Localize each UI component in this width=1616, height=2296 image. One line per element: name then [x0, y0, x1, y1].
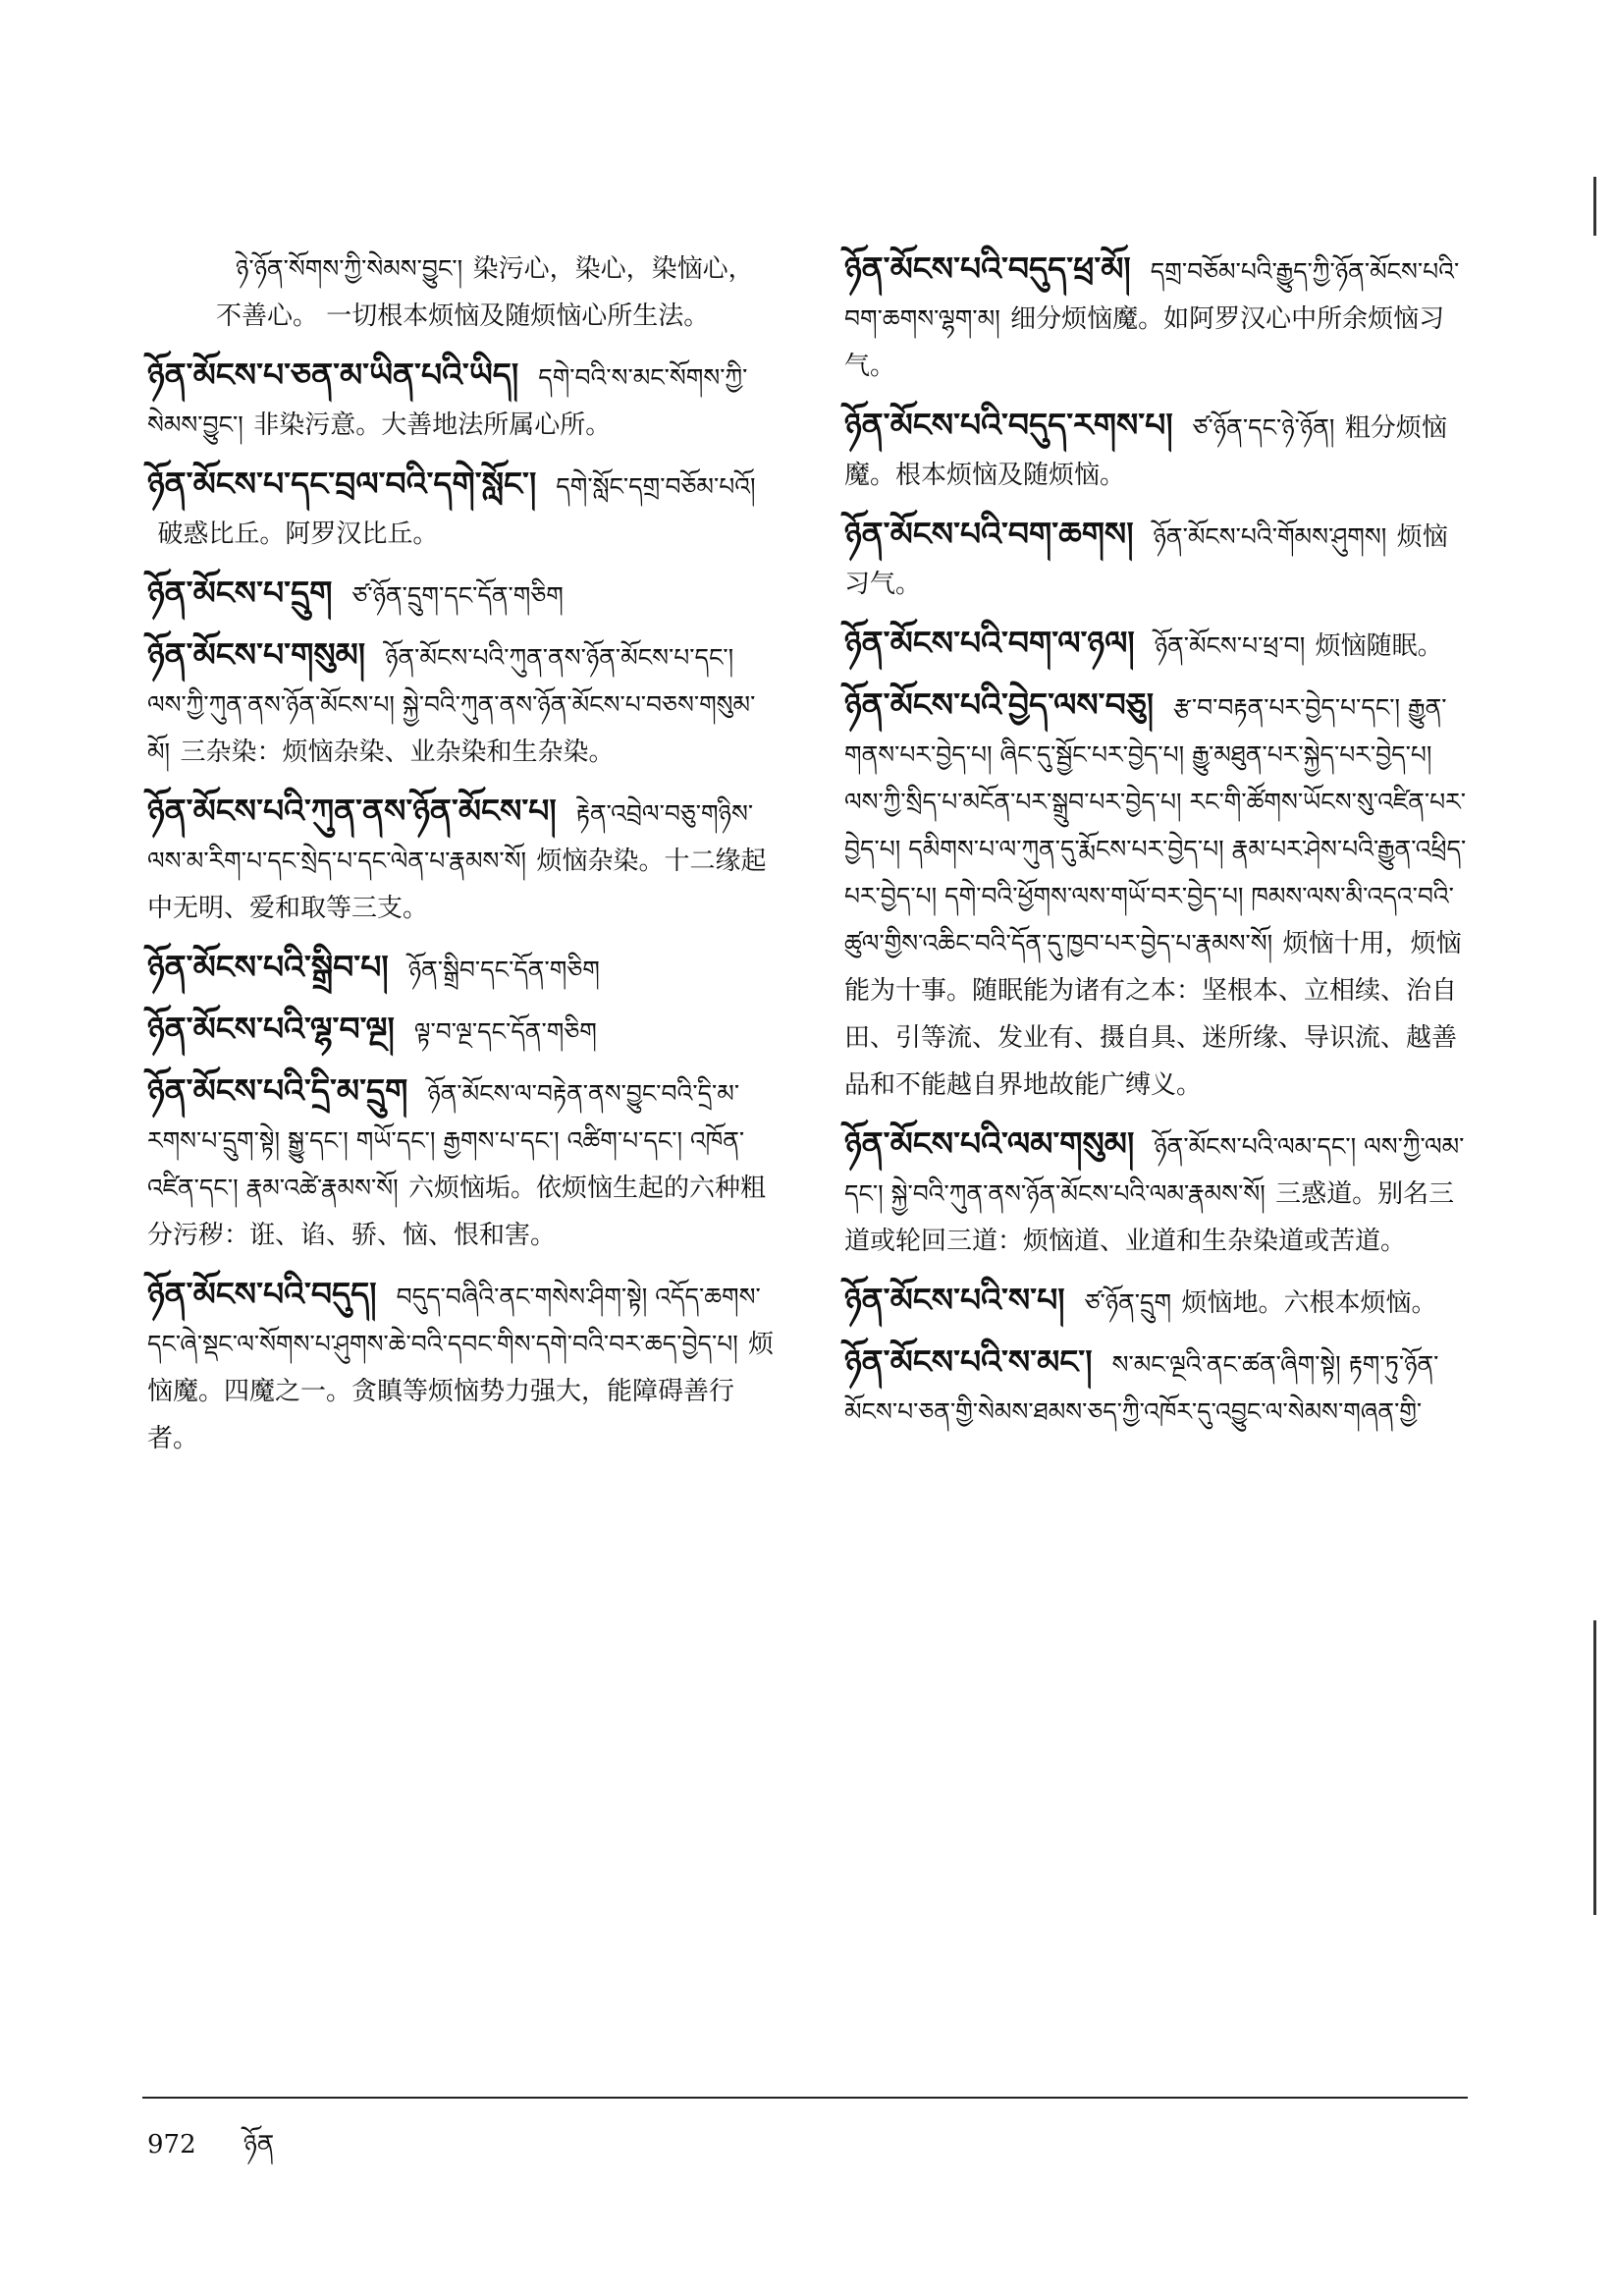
running-head: ཉོན	[242, 2130, 275, 2159]
dictionary-entry	[147, 631, 776, 776]
entry-tibetan-definition: ཉོན་མོངས་པའི་གོམས་ཤུགས།	[1153, 522, 1387, 551]
entry-tibetan-definition: ཙ་ཉོན་དང་ཉེ་ཉོན།	[1192, 413, 1335, 442]
entry-tibetan-definition: བདུད་བཞིའི་ནང་གསེས་ཤིག་སྟེ། འདོད་ཆགས་དང་ཞེ་སྡང་ལ་སོགས་པ་ཤུགས་ཆེ་བའི་དབང་གིས་དགེ་བའི་བར་ཆད་བྱེད་པ།	[147, 1283, 761, 1358]
entry-headword: ཉོན་མོངས་པའི་ས་མང་།	[844, 1342, 1093, 1381]
right-column	[844, 246, 1473, 1448]
dictionary-entry	[147, 461, 776, 558]
entry-chinese-gloss: 烦恼魔。四魔之一。贪瞋等烦恼势力强大，能障碍善行者。	[147, 1330, 775, 1453]
entry-headword: ཉོན་མོངས་པའི་བག་ལ་ཉལ།	[844, 624, 1135, 662]
entry-tibetan-definition: རྩ་བ་བརྟན་པར་བྱེད་པ་དང་། རྒྱུན་གནས་པར་བྱེད་པ། ཞིང་དུ་སྦྱོང་པར་བྱེད་པ། རྒྱུ་མཐུན་པར་སྐྱེད་པར་བྱེད་པ། ལས་ཀྱི་སྲིད་པ་མངོན་པར་སྒྲུབ་པར་བྱེད་པ། རང་གི་ཚོགས་ཡོངས་སུ་འཛིན་པར་བྱེད་པ། དམིགས་པ་ལ་ཀུན་དུ་རྨོངས་པར་བྱེད་པ། རྣམ་པར་ཤེས་པའི་རྒྱུན་འཕྲིད་པར་བྱེད་པ། དགེ་བའི་ཕྱོགས་ལས་གཡོ་བར་བྱེད་པ། ཁམས་ལས་མི་འདའ་བའི་ཚུལ་གྱིས་འཆིང་བའི་དོན་དུ་ཁྱབ་པར་བྱེད་པ་རྣམས་སོ།	[844, 693, 1467, 957]
entry-chinese-gloss: 烦恼杂染。十二缘起中无明、爱和取等三支。	[147, 847, 767, 923]
entry-tibetan-definition: ཉོན་མོངས་པ་ཕྲ་བ།	[1154, 631, 1306, 660]
dictionary-entry	[844, 1339, 1473, 1436]
dictionary-entry	[844, 620, 1473, 670]
entry-chinese-gloss: 染污心，染心，染恼心，不善心。 一切根本烦恼及随烦恼心所生法。	[216, 254, 754, 331]
entry-tibetan-definition: ཉོན་མོངས་ལ་བརྟེན་ནས་བྱུང་བའི་དྲི་མ་རགས་པ་དྲུག་སྟེ། སྒྱུ་དང་། གཡོ་དང་། རྒྱགས་པ་དང་། འཚིག་པ་དང་། འཁོན་འཛིན་དང་། རྣམ་འཚེ་རྣམས་སོ།	[147, 1079, 745, 1202]
entry-tibetan-definition: ས་མང་ལྔའི་ནང་ཚན་ཞིག་སྟེ། རྟག་ཏུ་ཉོན་མོངས་པ་ཅན་གྱི་སེམས་ཐམས་ཅད་ཀྱི་འཁོར་དུ་འབྱུང་ལ་སེམས་གཞན་གྱི་	[844, 1350, 1439, 1426]
entry-tibetan-definition: ཉོན་སྒྲིབ་དང་དོན་གཅིག	[407, 956, 600, 984]
entry-chinese-gloss: 破惑比丘。阿罗汉比丘。	[157, 519, 439, 549]
entry-tibetan-definition: དགྲ་བཅོམ་པའི་རྒྱུད་ཀྱི་ཉོན་མོངས་པའི་བག་ཆགས་ལྷག་མ།	[844, 257, 1460, 333]
scan-edge-mark	[1593, 1620, 1596, 1915]
dictionary-entry	[844, 1121, 1473, 1265]
left-column	[147, 246, 776, 1474]
entry-tibetan-definition: དགེ་སློང་དགྲ་བཅོམ་པའོ།	[556, 472, 756, 501]
entry-headword: ཉོན་མོངས་པའི་བག་ཆགས།	[844, 515, 1134, 553]
dictionary-entry	[844, 682, 1473, 1109]
entry-chinese-gloss: 非染污意。大善地法所属心所。	[253, 410, 612, 440]
entry-tibetan-definition: རྟེན་འབྲེལ་བཅུ་གཉིས་ལས་མ་རིག་པ་དང་སྲེད་པ་དང་ལེན་པ་རྣམས་སོ།	[147, 799, 754, 875]
page-number: 972	[147, 2130, 196, 2159]
dictionary-entry	[844, 511, 1473, 608]
dictionary-entry	[147, 944, 776, 994]
entry-chinese-gloss: 烦恼随眠。	[1315, 631, 1443, 661]
entry-headword: ཉོན་མོངས་པའི་བདུད།	[147, 1275, 377, 1313]
dictionary-entry	[147, 1067, 776, 1259]
dictionary-entry	[147, 246, 776, 340]
entry-headword: ཉོན་མོངས་པའི་བདུད་ཕྲ་མོ།	[844, 249, 1131, 288]
entry-chinese-gloss: 粗分烦恼魔。根本烦恼及随烦恼。	[844, 413, 1447, 490]
entry-headword: ཉོན་མོངས་པའི་སྒྲིབ་པ།	[147, 948, 389, 986]
entry-tibetan-definition: ཉོན་མོངས་པའི་ཀུན་ནས་ཉོན་མོངས་པ་དང་། ལས་ཀྱི་ཀུན་ནས་ཉོན་མོངས་པ། སྐྱེ་བའི་ཀུན་ནས་ཉོན་མོངས་པ་བཅས་གསུམ་མོ།	[147, 643, 756, 766]
entry-headword: ཉོན་མོངས་པ་ཅན་མ་ཡིན་པའི་ཡིད།	[147, 355, 519, 394]
entry-chinese-gloss: 三惑道。别名三道或轮回三道：烦恼道、业道和生杂染道或苦道。	[844, 1179, 1455, 1256]
scan-edge-mark	[1593, 177, 1596, 236]
entry-headword: ཉོན་མོངས་པའི་དྲི་མ་དྲུག	[147, 1071, 408, 1110]
entry-chinese-gloss: 烦恼习气。	[844, 522, 1448, 599]
entry-chinese-gloss: 六烦恼垢。依烦恼生起的六种粗分污秽：诳、谄、骄、恼、恨和害。	[147, 1174, 767, 1250]
bottom-rule	[142, 2097, 1468, 2099]
entry-headword: ཉོན་མོངས་པ་དྲུག	[147, 574, 333, 612]
entry-chinese-gloss: 烦恼地。六根本烦恼。	[1181, 1288, 1437, 1318]
entry-tibetan-definition: ཉེ་ཉོན་སོགས་ཀྱི་སེམས་བྱུང་།	[236, 254, 463, 283]
entry-chinese-gloss: 三杂染：烦恼杂染、业杂染和生杂染。	[180, 738, 615, 767]
entry-headword: ཉོན་མོངས་པའི་བདུད་རགས་པ།	[844, 406, 1173, 444]
dictionary-entry	[147, 788, 776, 932]
dictionary-entry	[844, 246, 1473, 390]
entry-headword: ཉོན་མོངས་པའི་ལམ་གསུམ།	[844, 1124, 1135, 1163]
entry-tibetan-definition: ལྟ་བ་ལྔ་དང་དོན་གཅིག	[413, 1017, 597, 1046]
entry-tibetan-definition: ཙ་ཉོན་དྲུག	[1084, 1288, 1172, 1317]
entry-tibetan-definition: ཉོན་མོངས་པའི་ལམ་དང་། ལས་ཀྱི་ལམ་དང་། སྐྱེ་བའི་ཀུན་ནས་ཉོན་མོངས་པའི་ལམ་རྣམས་སོ།	[844, 1132, 1465, 1208]
entry-headword: ཉོན་མོངས་པའི་ཀུན་ནས་ཉོན་མོངས་པ།	[147, 792, 557, 830]
dictionary-entry	[147, 570, 776, 620]
entry-chinese-gloss: 细分烦恼魔。如阿罗汉心中所余烦恼习气。	[844, 304, 1445, 381]
entry-tibetan-definition: དགེ་བའི་ས་མང་སོགས་ཀྱི་སེམས་བྱུང་།	[147, 363, 748, 439]
dictionary-entry	[147, 1271, 776, 1462]
dictionary-entry	[844, 1277, 1473, 1327]
dictionary-entry	[147, 1006, 776, 1056]
entry-chinese-gloss: 烦恼十用，烦恼能为十事。随眠能为诸有之本：坚根本、立相续、治自田、引等流、发业有、摄自具、迷所缘、导识流、越善品和不能越自界地故能广缚义。	[844, 929, 1462, 1100]
dictionary-entry	[844, 402, 1473, 499]
entry-headword: ཉོན་མོངས་པའི་ལྷ་བ་ལྔ།	[147, 1010, 395, 1048]
entry-headword: ཉོན་མོངས་པ་དང་བྲལ་བའི་དགེ་སློང་།	[147, 465, 537, 503]
entry-headword: ཉོན་མོངས་པ་གསུམ།	[147, 635, 366, 674]
entry-headword: ཉོན་མོངས་པའི་ས་པ།	[844, 1281, 1065, 1319]
dictionary-entry	[147, 352, 776, 449]
entry-headword: ཉོན་མོངས་པའི་བྱེད་ལས་བཅུ།	[844, 685, 1155, 724]
page-footer	[147, 2116, 313, 2188]
entry-tibetan-definition: ཙ་ཉོན་དྲུག་དང་དོན་གཅིག	[351, 581, 564, 610]
